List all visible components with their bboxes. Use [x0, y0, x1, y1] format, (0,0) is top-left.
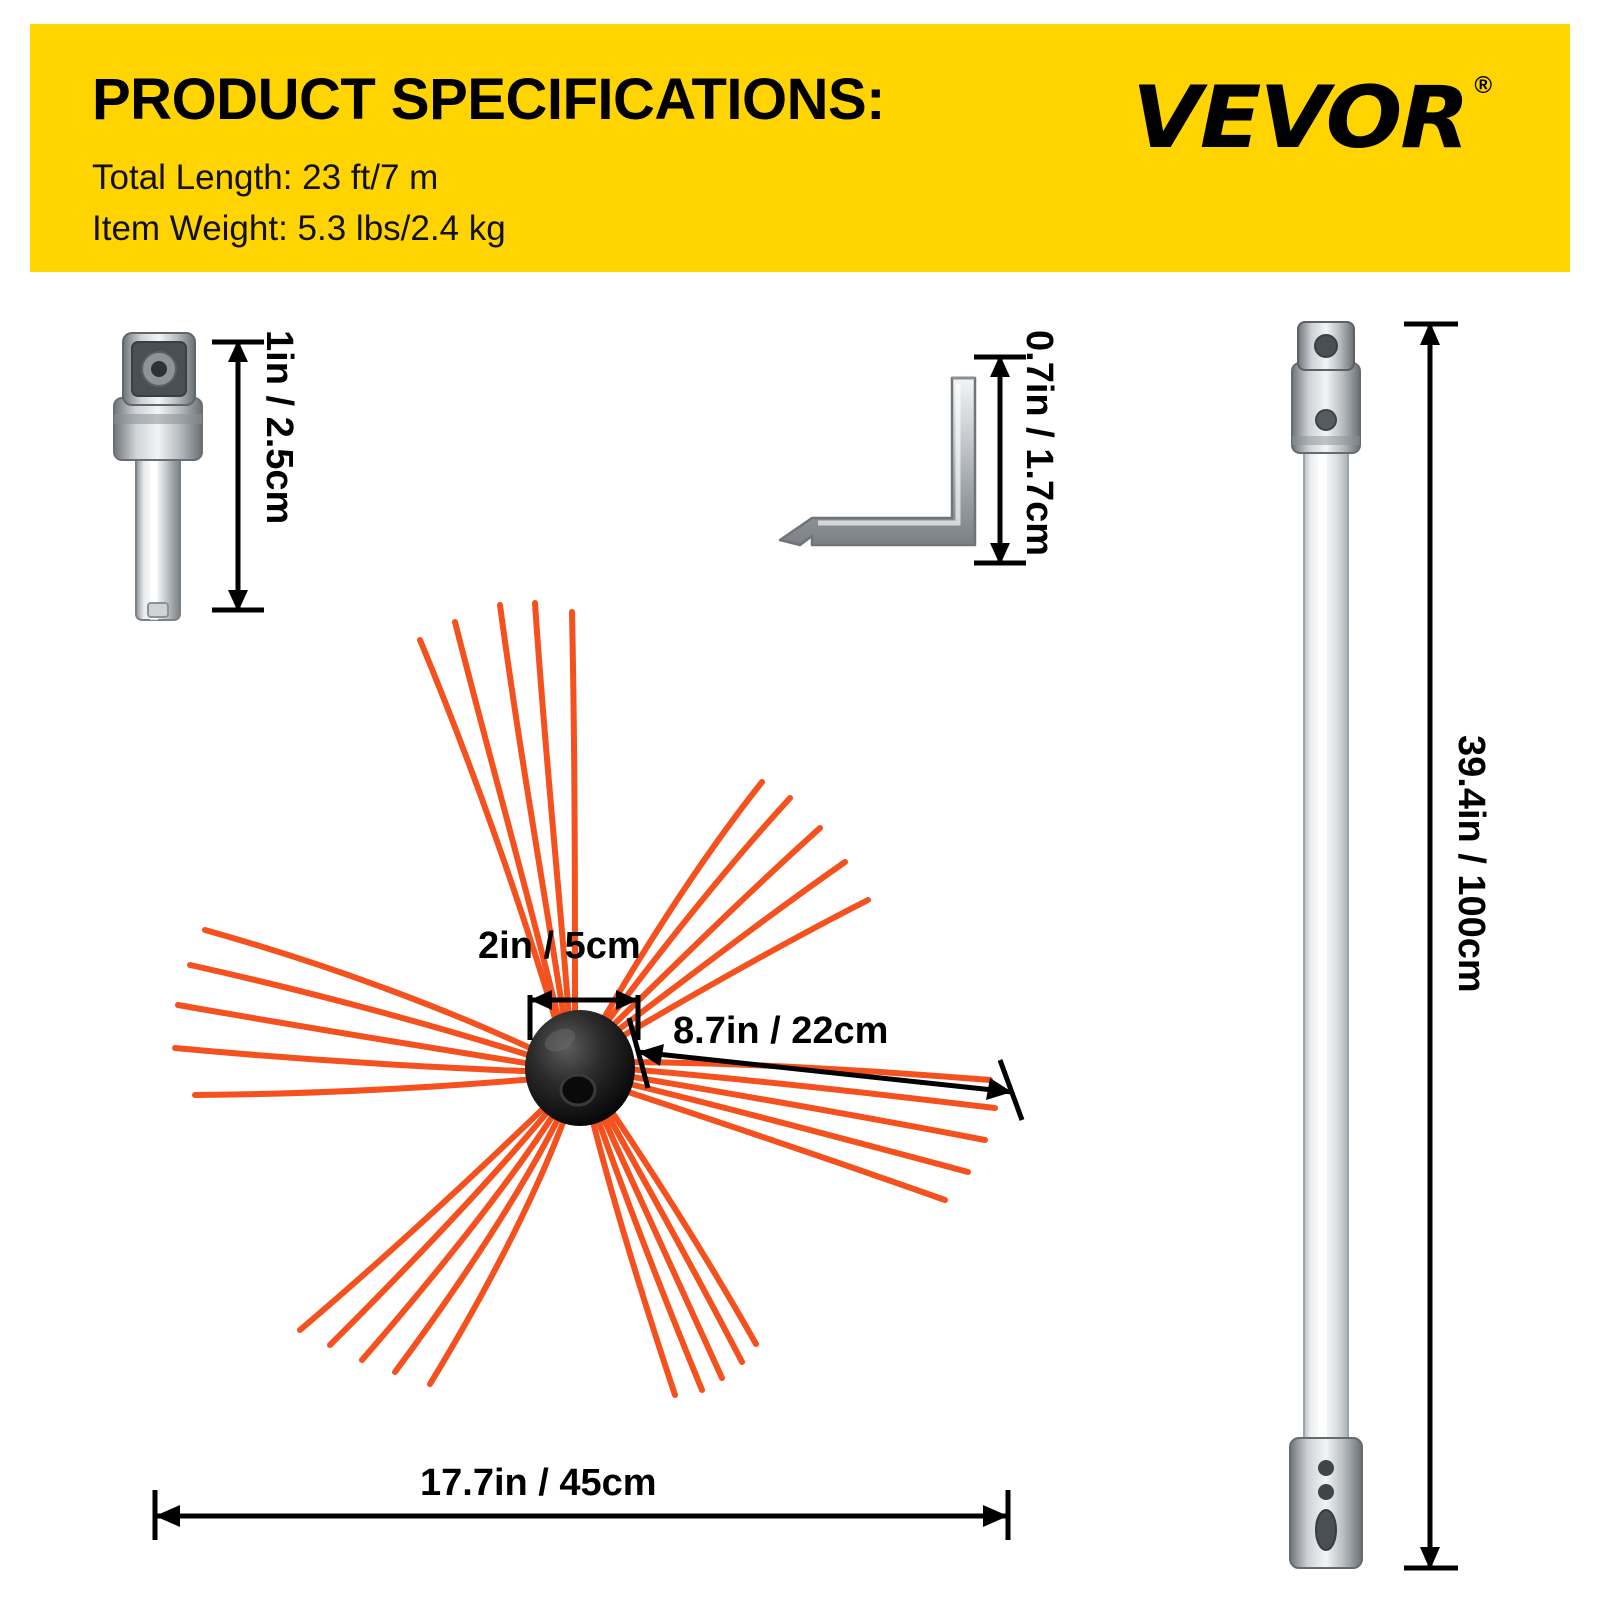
vevor-logo: VEVOR — [1132, 68, 1468, 168]
rod-dimension-label: 39.4in / 100cm — [1450, 735, 1492, 993]
overall-width-dimension-label: 17.7in / 45cm — [420, 1462, 657, 1504]
brush-head-illustration — [175, 603, 995, 1395]
spec-banner — [30, 24, 1570, 272]
registered-trademark-icon: ® — [1474, 72, 1492, 99]
drill-adapter-illustration — [114, 333, 202, 620]
bristle-dimension-label: 8.7in / 22cm — [673, 1010, 889, 1052]
hex-key-dimension-label: 0.7in / 1.7cm — [1018, 330, 1060, 557]
page-title: PRODUCT SPECIFICATIONS: — [92, 67, 885, 132]
hex-key-illustration — [780, 378, 975, 545]
spec-total-length: Total Length: 23 ft/7 m — [92, 158, 439, 197]
spec-item-weight: Item Weight: 5.3 lbs/2.4 kg — [92, 209, 506, 248]
brush-hub — [525, 1010, 635, 1126]
hub-dimension-label: 2in / 5cm — [478, 925, 641, 967]
flexible-rod-illustration — [1290, 322, 1362, 1568]
adapter-dimension-label: 1in / 2.5cm — [258, 330, 300, 525]
hub-dimension-line — [530, 995, 638, 1040]
